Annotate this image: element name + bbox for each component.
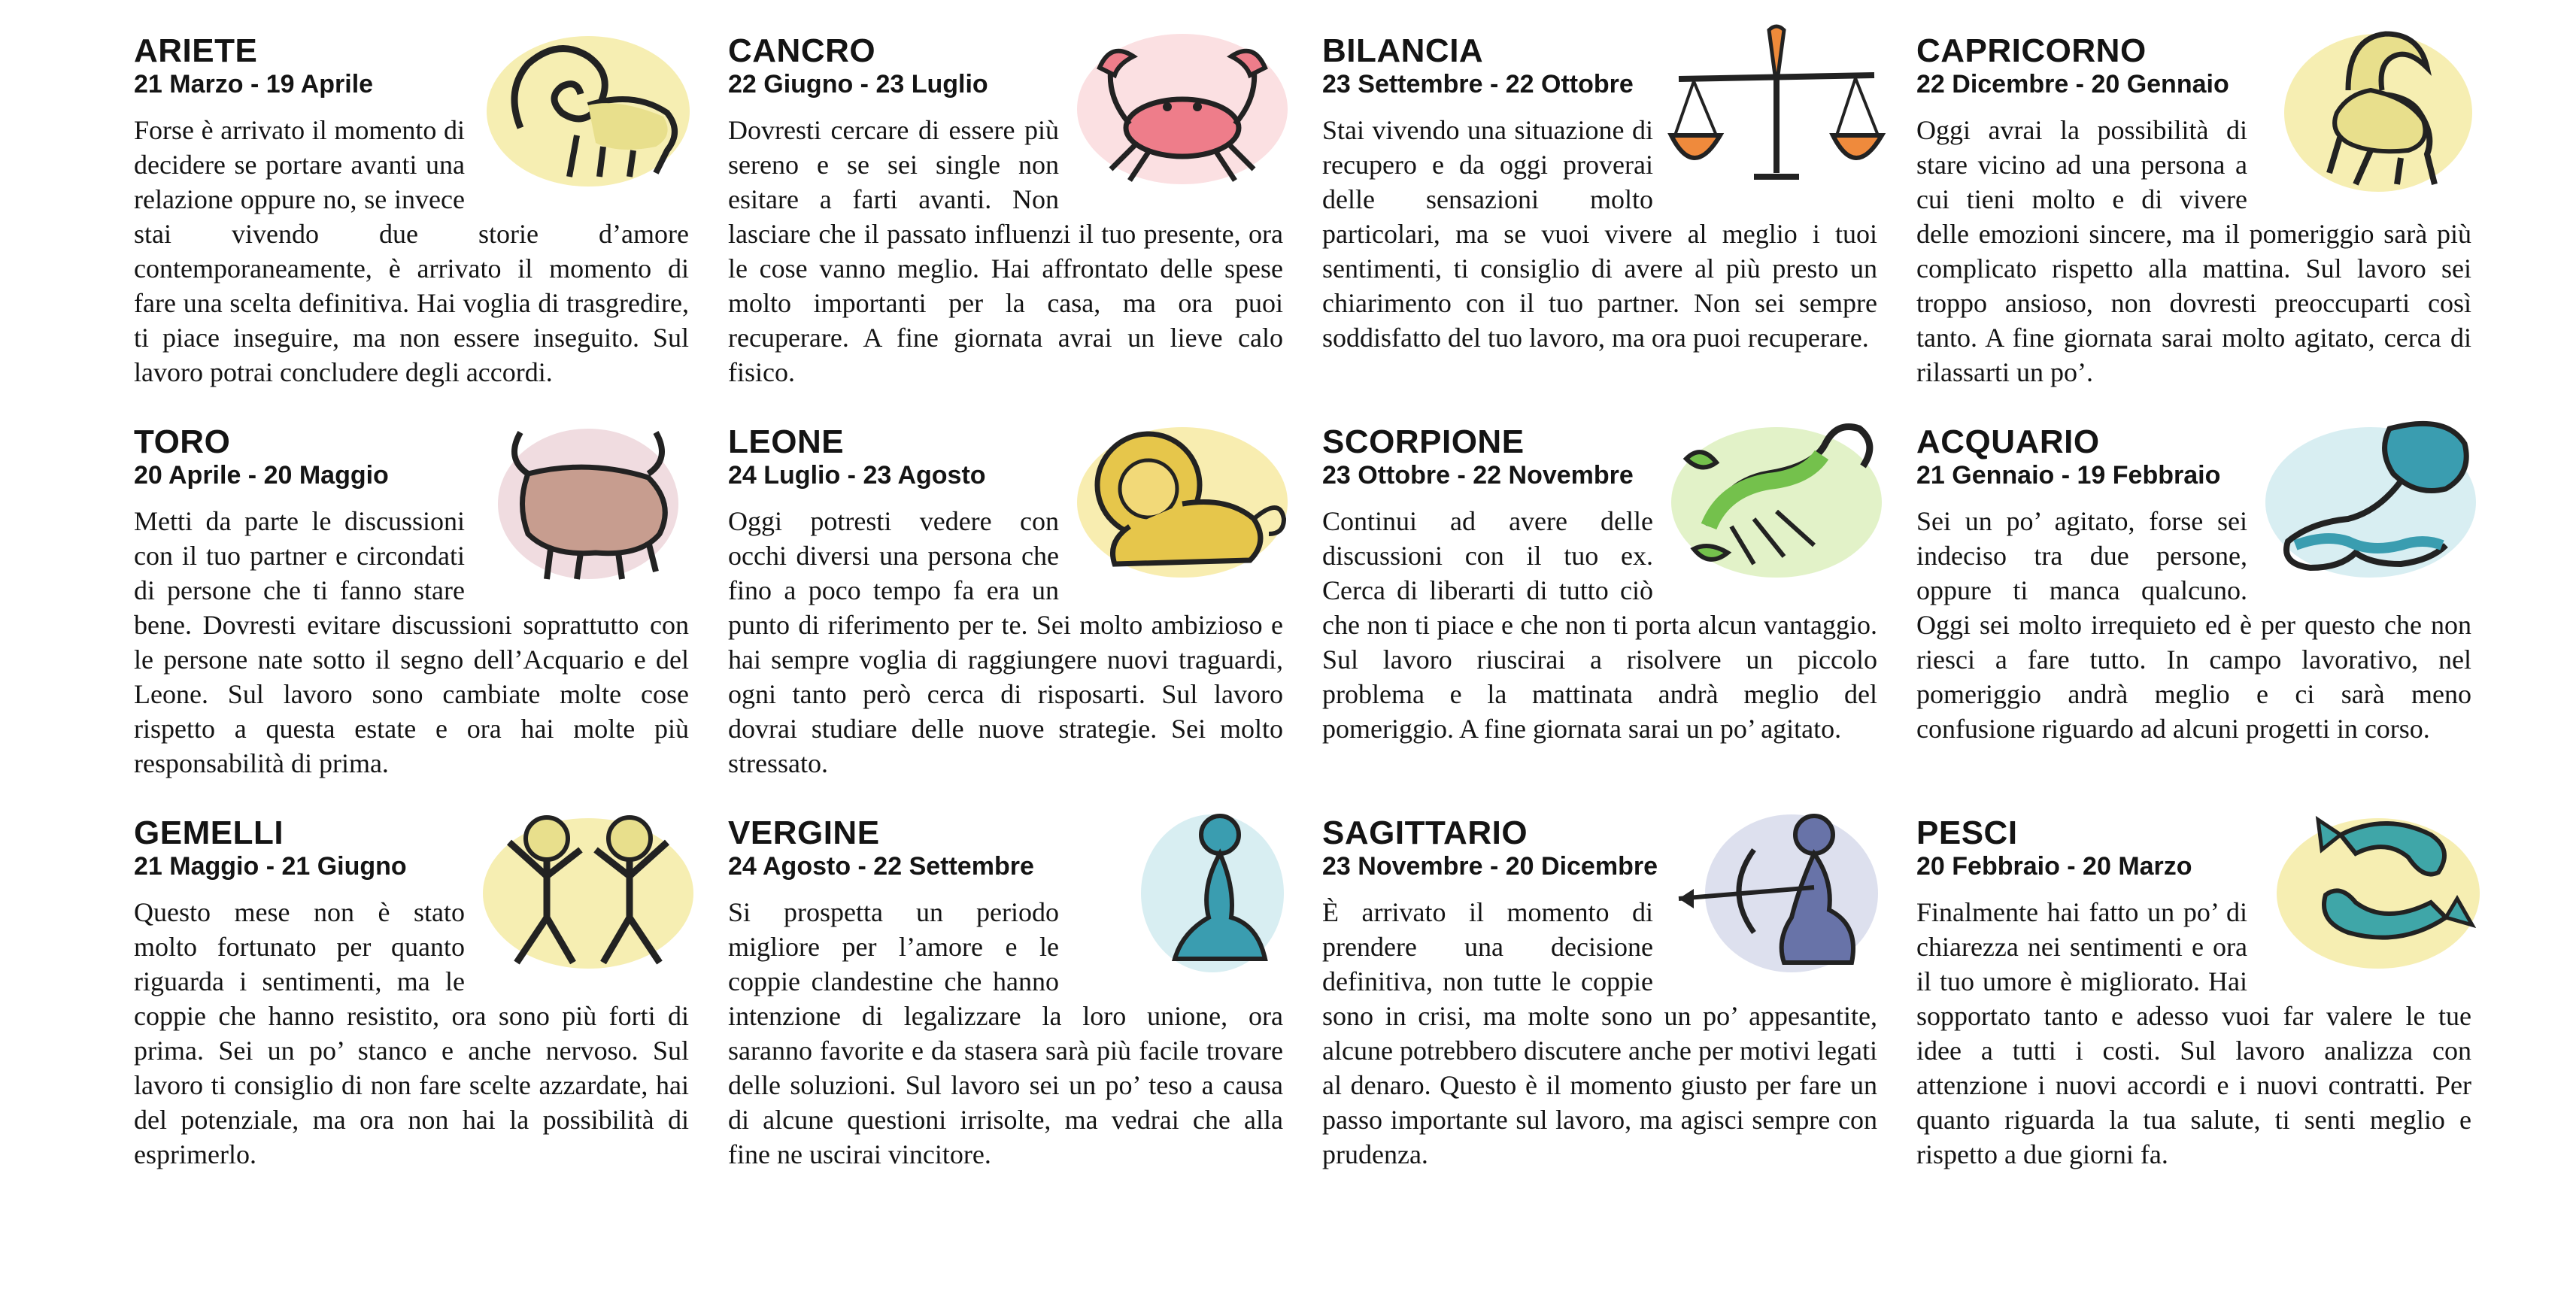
sign-text: È arrivato il momento di prendere una decisione definitiva, non tutte le coppie sono in crisi, ma molte sono un po’ appesantite, alcune potrebbero discutere anche per motivi legati al denaro. Questo è il momento giusto per fare un passo importante sul lavoro, ma agisci sempre con prudenza. <box>1322 897 1877 1169</box>
ram-icon <box>475 23 701 196</box>
sign-dates: 23 Ottobre - 22 Novembre <box>1322 461 1634 490</box>
sign-scorpione <box>1322 424 1877 800</box>
crab-icon <box>1070 23 1295 196</box>
sign-title: ARIETE <box>134 32 258 69</box>
goat-icon <box>2258 23 2483 196</box>
sign-dates: 23 Novembre - 20 Dicembre <box>1322 852 1658 881</box>
sign-text: Metti da parte le discussioni con il tuo partner e circondati di persone che ti fanno stare bene. Dovresti evitare discussioni soprattutto con le persone nate sotto il segno dell’Acquario e del Leone. Sul lavoro sono cambiate molte cose rispetto a questa estate e ora hai molte più responsabilità di prima. <box>134 506 689 778</box>
sign-dates: 24 Agosto - 22 Settembre <box>728 852 1034 881</box>
sign-pesci <box>1916 815 2471 1191</box>
sign-toro <box>134 424 689 800</box>
bull-icon <box>475 414 701 587</box>
sign-title: ACQUARIO <box>1916 423 2100 460</box>
sign-text: Oggi avrai la possibilità di stare vicino ad una persona a cui tieni molto e di vivere delle emozioni sincere, ma il pomeriggio sarà più complicato rispetto alla mattina. Sul lavoro sei troppo ansioso, non dovresti preoccuparti così tanto. A fine giornata sarai molto agitato, cerca di rilassarti un po’. <box>1916 115 2471 387</box>
sign-title: BILANCIA <box>1322 32 1484 69</box>
sign-title: VERGINE <box>728 814 880 851</box>
sign-ariete <box>134 33 689 409</box>
lion-icon <box>1070 414 1295 587</box>
sign-dates: 23 Settembre - 22 Ottobre <box>1322 70 1634 99</box>
water-bearer-icon <box>2258 414 2483 587</box>
sign-dates: 20 Aprile - 20 Maggio <box>134 461 389 490</box>
horoscope-grid <box>134 33 2474 1191</box>
sign-title: CANCRO <box>728 32 876 69</box>
sign-dates: 21 Marzo - 19 Aprile <box>134 70 374 99</box>
scorpion-icon <box>1664 414 1889 587</box>
sign-dates: 21 Gennaio - 19 Febbraio <box>1916 461 2221 490</box>
sign-title: PESCI <box>1916 814 2018 851</box>
sign-text: Dovresti cercare di essere più sereno e se sei single non esitare a farti avanti. Non lasciare che il passato influenzi il tuo presente, ora le cose vanno meglio. Hai affrontato delle spese molto importanti per la casa, ma ora puoi recuperare. A fine giornata avrai un lieve calo fisico. <box>728 115 1283 387</box>
sign-title: GEMELLI <box>134 814 284 851</box>
fish-icon <box>2258 805 2483 978</box>
sign-text: Stai vivendo una situazione di recupero e da oggi proverai delle sensazioni molto particolari, ma se vuoi vivere al meglio i tuoi sentimenti, ti consiglio di avere al più presto un chiarimento con il tuo partner. Non sei sempre soddisfatto del tuo lavoro, ma ora puoi recuperare. <box>1322 115 1877 353</box>
sign-dates: 24 Luglio - 23 Agosto <box>728 461 986 490</box>
sign-leone <box>728 424 1283 800</box>
sign-gemelli <box>134 815 689 1191</box>
sign-acquario <box>1916 424 2471 800</box>
sign-text: Oggi potresti vedere con occhi diversi una persona che fino a poco tempo fa era un punto di riferimento per te. Sei molto ambizioso e hai sempre voglia di raggiungere nuovi traguardi, ogni tanto però cerca di risposarti. Sul lavoro dovrai studiare delle nuove strategie. Sei molto stressato. <box>728 506 1283 778</box>
sign-capricorno <box>1916 33 2471 409</box>
sign-sagittario <box>1322 815 1877 1191</box>
sign-title: CAPRICORNO <box>1916 32 2147 69</box>
sign-vergine <box>728 815 1283 1191</box>
sign-dates: 22 Giugno - 23 Luglio <box>728 70 988 99</box>
twins-icon <box>475 805 701 978</box>
sign-text: Finalmente hai fatto un po’ di chiarezza nei sentimenti e ora il tuo umore è migliorato. Hai sopportato tanto e adesso vuoi far valere le tue idee a tutti i costi. Sul lavoro analizza con attenzione i nuovi accordi e i nuovi contratti. Per quanto riguarda la tua salute, ti senti meglio e rispetto a due giorni fa. <box>1916 897 2471 1169</box>
scales-icon <box>1664 23 1889 196</box>
sign-text: Continui ad avere delle discussioni con il tuo ex. Cerca di liberarti di tutto ciò che non ti piace e che non ti porta alcun vantaggio. Sul lavoro riuscirai a risolvere un piccolo problema e la mattinata andrà meglio del pomeriggio. A fine giornata sarai un po’ agitato. <box>1322 506 1877 744</box>
archer-icon <box>1664 805 1889 978</box>
sign-text: Questo mese non è stato molto fortunato per quanto riguarda i sentimenti, ma le coppie che hanno resistito, ora sono più forti di prima. Sei un po’ stanco e anche nervoso. Sul lavoro ti consiglio di non fare scelte azzardate, hai del potenziale, ma ora non hai la possibilità di esprimerlo. <box>134 897 689 1169</box>
sign-dates: 22 Dicembre - 20 Gennaio <box>1916 70 2229 99</box>
sign-text: Sei un po’ agitato, forse sei indeciso tra due persone, oppure ti manca qualcuno. Oggi sei molto irrequieto ed è per questo che non riesci a fare tutto. In campo lavorativo, nel pomeriggio andrà meglio e ci sarà meno confusione riguardo ad alcuni progetti in corso. <box>1916 506 2471 744</box>
virgin-icon <box>1070 805 1295 978</box>
sign-title: LEONE <box>728 423 845 460</box>
sign-title: TORO <box>134 423 231 460</box>
sign-dates: 20 Febbraio - 20 Marzo <box>1916 852 2192 881</box>
sign-cancro <box>728 33 1283 409</box>
sign-title: SCORPIONE <box>1322 423 1525 460</box>
sign-title: SAGITTARIO <box>1322 814 1528 851</box>
sign-text: Forse è arrivato il momento di decidere se portare avanti una relazione oppure no, se invece stai vivendo due storie d’amore contemporaneamente, è arrivato il momento di fare una scelta definitiva. Hai voglia di trasgredire, ti piace inseguire, ma non essere inseguito. Sul lavoro potrai concludere degli accordi. <box>134 115 689 387</box>
sign-bilancia <box>1322 33 1877 409</box>
sign-dates: 21 Maggio - 21 Giugno <box>134 852 407 881</box>
sign-text: Si prospetta un periodo migliore per l’amore e le coppie clandestine che hanno intenzione di legalizzare la loro unione, ora saranno favorite e da stasera sarà più facile trovare delle soluzioni. Sul lavoro sei un po’ teso a causa di alcune questioni irrisolte, ma vedrai che alla fine ne uscirai vincitore. <box>728 897 1283 1169</box>
